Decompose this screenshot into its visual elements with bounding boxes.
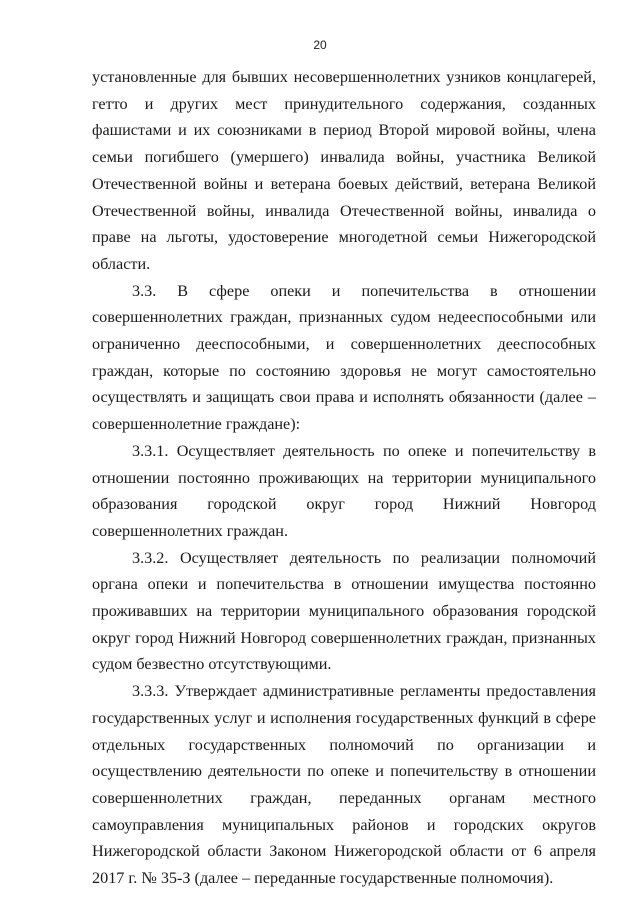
paragraph-continuation: установленные для бывших несовершеннолетних узников концлагерей, гетто и других мест принудительного содержания, созданных фашистами и их союзниками в период Второй мировой войны, члена семьи погибшего (умершего) инвалида войны, участника Великой Отечественной войны и ветерана боевых действий, ветерана Великой Отечественной войны, инвалида Отечественной войны, инвалида о праве на льготы, удостоверение многодетной семьи Нижегородской области. [92, 68, 596, 273]
paragraph-3-3-2: 3.3.2. Осуществляет деятельность по реализации полномочий органа опеки и попечительства в отношении имущества постоянно проживавших на территории муниципального образования городской округ город Нижний Новгород совершеннолетних граждан, признанных судом безвестно отсутствующими. [92, 548, 596, 674]
paragraph-3-3-3: 3.3.3. Утверждает административные регламенты предоставления государственных услуг и исполнения государственных функций в сфере отдельных государственных полномочий по организации и осуществлению деятельности по опеке и попечительству в отношении совершеннолетних граждан, переданных органам местного самоуправления муниципальных районов и городских округов Нижегородской области Законом Нижегородской области от 6 апреля 2017 г. № 35-З (далее – переданные государственные полномочия). [92, 682, 596, 888]
paragraph-3-3-1: 3.3.1. Осуществляет деятельность по опеке и попечительству в отношении постоянно проживающих на территории муниципального образования городской округ город Нижний Новгород совершеннолетних граждан. [92, 441, 596, 540]
paragraph-3-3: 3.3. В сфере опеки и попечительства в отношении совершеннолетних граждан, признанных судом недееспособными или ограниченно дееспособными, и совершеннолетних дееспособных граждан, которые по состоянию здоровья не могут самостоятельно осуществлять и защищать свои права и исполнять обязанности (далее – совершеннолетние граждане): [92, 281, 596, 434]
page-number: 20 [313, 38, 327, 52]
document-body [92, 64, 596, 892]
